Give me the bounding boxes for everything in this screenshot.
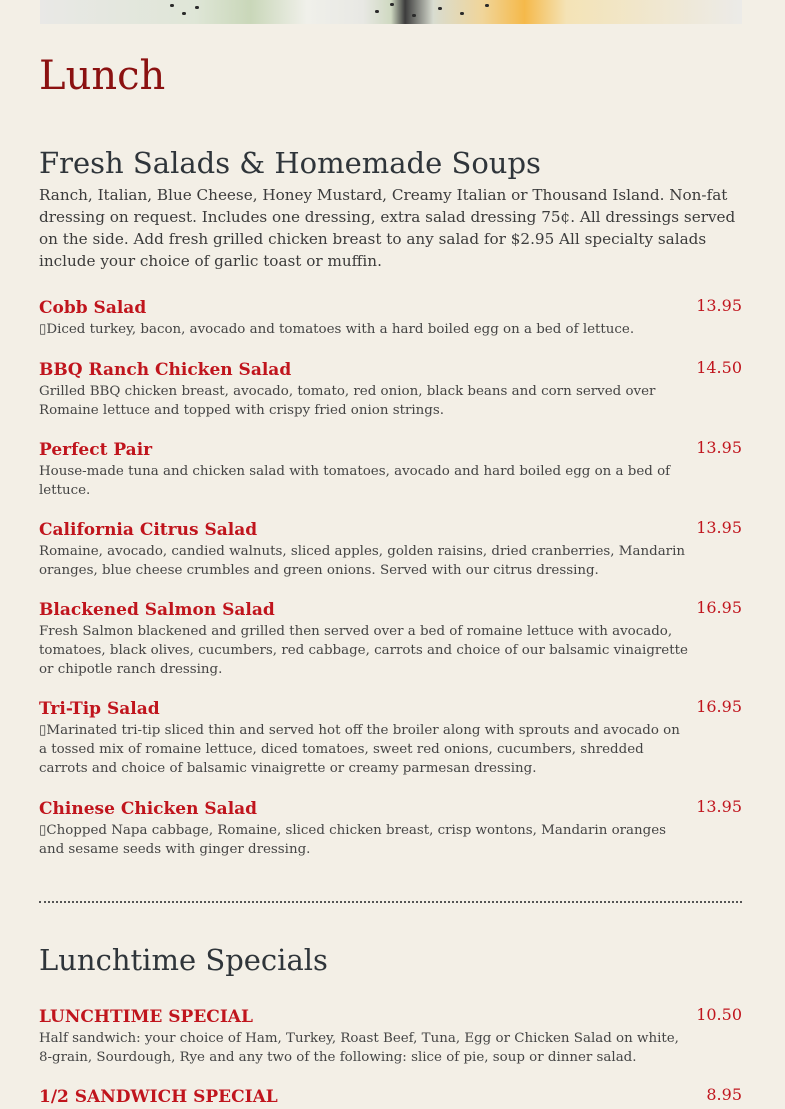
- item-name: Tri-Tip Salad: [39, 699, 160, 719]
- section-title-salads: Fresh Salads & Homemade Soups: [39, 146, 541, 180]
- item-price: 10.50: [696, 1005, 742, 1024]
- item-price: 16.95: [696, 598, 742, 617]
- item-description: House-made tuna and chicken salad with tomatoes, avocado and hard boiled egg on a bed of lettuce.: [39, 464, 671, 498]
- item-description: ▯Diced turkey, bacon, avocado and tomatoes with a hard boiled egg on a bed of lettuce.: [39, 322, 635, 337]
- item-price: 13.95: [696, 518, 742, 537]
- item-name: Chinese Chicken Salad: [39, 799, 258, 819]
- item-description: Fresh Salmon blackened and grilled then served over a bed of romaine lettuce with avocado, tomatoes, black olives, cucumbers, red cabbage, carrots and choice of our balsamic vinaigrette or chipotle ranch dressing.: [39, 624, 688, 677]
- item-price: 16.95: [696, 697, 742, 716]
- salad-photo: [40, 0, 742, 24]
- item-name: 1/2 SANDWICH SPECIAL: [39, 1087, 278, 1107]
- item-description: ▯Marinated tri-tip sliced thin and served hot off the broiler along with sprouts and avocado on a tossed mix of romaine lettuce, diced tomatoes, sweet red onions, cucumbers, shredded carrots and choice of balsamic vinaigrette or creamy parmesan dressing.: [39, 723, 680, 776]
- menu-item: [39, 438, 742, 500]
- item-description: Grilled BBQ chicken breast, avocado, tomato, red onion, black beans and corn served over Romaine lettuce and topped with crispy fried onion strings.: [39, 384, 656, 418]
- item-name: Perfect Pair: [39, 440, 153, 460]
- item-price: 13.95: [696, 797, 742, 816]
- menu-item: [39, 1085, 742, 1109]
- menu-item: [39, 1005, 742, 1067]
- menu-item: [39, 598, 742, 679]
- menu-item: [39, 797, 742, 859]
- menu-item: [39, 296, 742, 339]
- menu-item: [39, 358, 742, 420]
- section-description-salads: Ranch, Italian, Blue Cheese, Honey Mustard, Creamy Italian or Thousand Island. Non-fat dressing on request. Includes one dressing, extra salad dressing 75¢. All dressings served on the side. Add fresh grilled chicken breast to any salad for $2.95 All specialty salads include your choice of garlic toast or muffin.: [39, 186, 736, 270]
- item-description: Romaine, avocado, candied walnuts, sliced apples, golden raisins, dried cranberries, Mandarin oranges, blue cheese crumbles and green onions. Served with our citrus dressing.: [39, 544, 685, 578]
- item-price: 13.95: [696, 438, 742, 457]
- item-description: ▯Chopped Napa cabbage, Romaine, sliced chicken breast, crisp wontons, Mandarin oranges and sesame seeds with ginger dressing.: [39, 823, 667, 857]
- item-name: BBQ Ranch Chicken Salad: [39, 360, 292, 380]
- section-title-specials: Lunchtime Specials: [39, 943, 328, 977]
- menu-item: [39, 518, 742, 580]
- item-price: 8.95: [706, 1085, 742, 1104]
- section-divider: [39, 901, 742, 903]
- menu-item: [39, 697, 742, 778]
- item-name: LUNCHTIME SPECIAL: [39, 1007, 253, 1027]
- item-name: Blackened Salmon Salad: [39, 600, 275, 620]
- item-name: California Citrus Salad: [39, 520, 258, 540]
- item-description: Half sandwich: your choice of Ham, Turkey, Roast Beef, Tuna, Egg or Chicken Salad on white, 8-grain, Sourdough, Rye and any two of the following: slice of pie, soup or dinner salad.: [39, 1031, 679, 1065]
- item-price: 14.50: [696, 358, 742, 377]
- page-title: Lunch: [39, 53, 166, 99]
- item-name: Cobb Salad: [39, 298, 147, 318]
- item-price: 13.95: [696, 296, 742, 315]
